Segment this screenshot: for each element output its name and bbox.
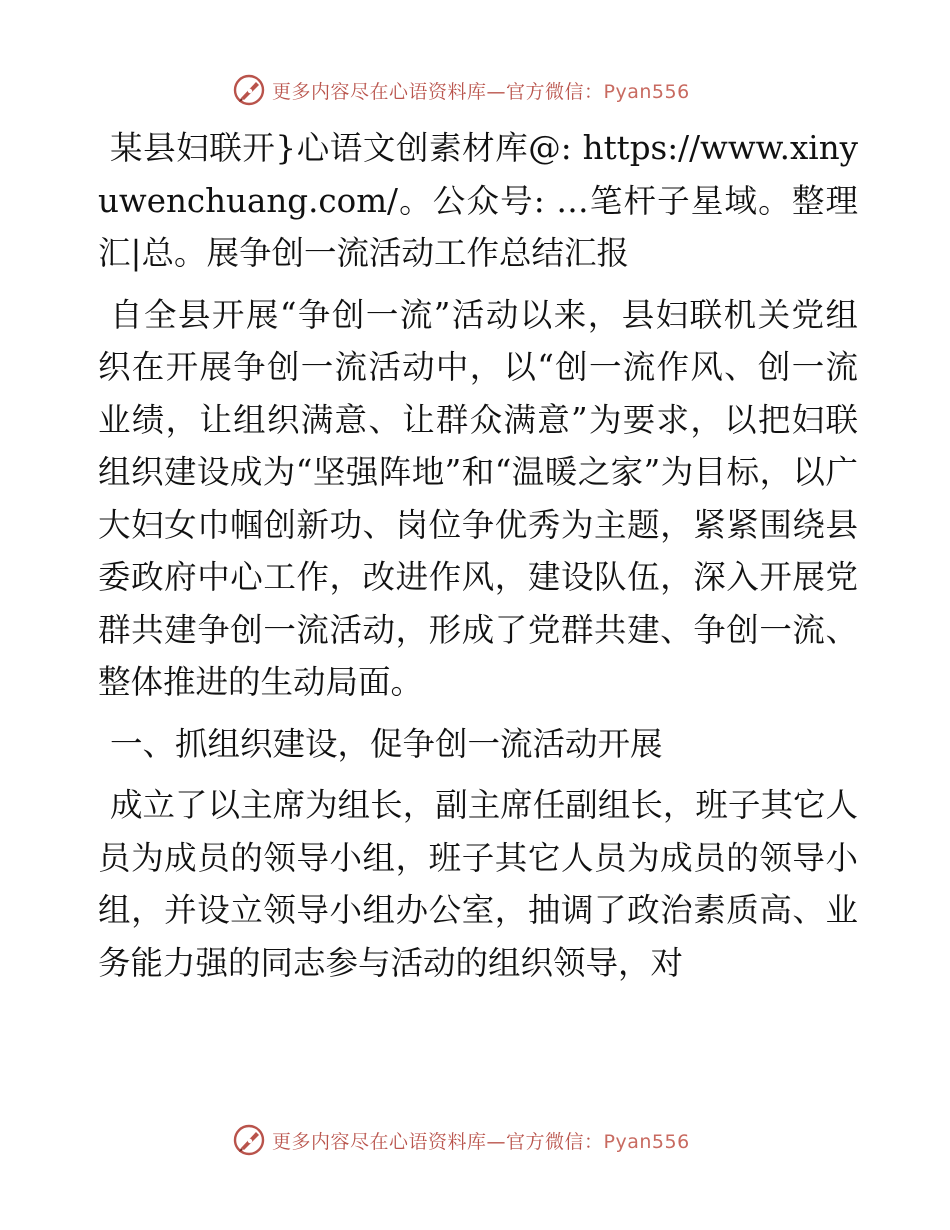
header-watermark-banner bbox=[232, 72, 690, 108]
intro-paragraph: 自全县开展“争创一流”活动以来，县妇联机关党组织在开展争创一流活动中，以“创一流作风、创一流业绩，让组织满意、让群众满意”为要求，以把妇联组织建设成为“坚强阵地”和“温暖之家”为目标，以广大妇女巾帼创新功、岗位争优秀为主题，紧紧围绕县委政府中心工作，改进作风，建设队伍，深入开展党群共建争创一流活动，形成了党群共建、争创一流、整体推进的生动局面。 bbox=[98, 295, 858, 701]
watermark-text: 更多内容尽在心语资料库—官方微信：Pyan556 bbox=[272, 1130, 690, 1153]
document-title: 某县妇联开}心语文创素材库@: https://www.xinyuwenchuang.com/。公众号: …笔杆子星域。整理汇|总。展争创一流活动工作总结汇报 bbox=[98, 129, 858, 272]
footer-watermark-banner bbox=[232, 1122, 690, 1158]
pen-logo-icon bbox=[232, 1123, 266, 1157]
section-heading: 一、抓组织建设，促争创一流活动开展 bbox=[110, 724, 663, 763]
watermark-text: 更多内容尽在心语资料库—官方微信：Pyan556 bbox=[272, 80, 690, 103]
pen-logo-icon bbox=[232, 73, 266, 107]
body-paragraph: 成立了以主席为组长，副主席任副组长，班子其它人员为成员的领导小组，班子其它人员为成员的领导小组，并设立领导小组办公室，抽调了政治素质高、业务能力强的同志参与活动的组织领导，对 bbox=[98, 786, 858, 982]
document-body bbox=[98, 122, 858, 989]
